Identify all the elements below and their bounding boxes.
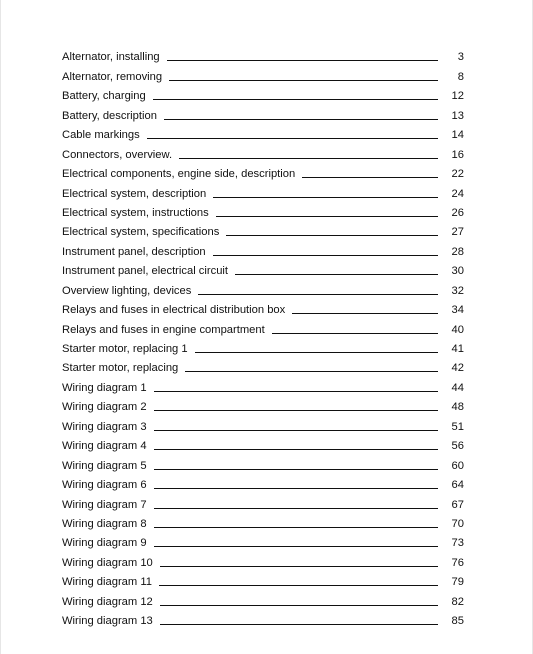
toc-entry[interactable] — [62, 609, 464, 628]
toc-leader-line — [154, 488, 438, 489]
toc-entry-title: Wiring diagram 7 — [62, 498, 147, 511]
toc-entry-page: 22 — [451, 168, 464, 181]
toc-entry-page: 34 — [451, 304, 464, 317]
toc-entry-page: 3 — [457, 51, 464, 64]
toc-entry[interactable] — [62, 142, 464, 161]
toc-leader-line — [272, 333, 438, 334]
toc-leader-line — [154, 546, 438, 547]
toc-leader-line — [213, 197, 438, 198]
toc-entry-page: 73 — [451, 537, 464, 550]
toc-entry[interactable] — [62, 375, 464, 394]
toc-entry-title: Wiring diagram 10 — [62, 556, 153, 569]
toc-entry[interactable] — [62, 492, 464, 511]
toc-entry-title: Battery, charging — [62, 90, 146, 103]
toc-entry[interactable] — [62, 84, 464, 103]
toc-entry-page: 56 — [451, 440, 464, 453]
toc-entry-title: Wiring diagram 13 — [62, 615, 153, 628]
toc-entry[interactable] — [62, 162, 464, 181]
toc-leader-line — [302, 177, 438, 178]
toc-entry-page: 32 — [451, 284, 464, 297]
toc-leader-line — [167, 60, 438, 61]
toc-entry-title: Overview lighting, devices — [62, 284, 192, 297]
toc-entry-title: Relays and fuses in engine compartment — [62, 323, 265, 336]
toc-entry[interactable] — [62, 512, 464, 531]
toc-entry-page: 82 — [451, 595, 464, 608]
toc-leader-line — [213, 255, 438, 256]
toc-entry-title: Wiring diagram 5 — [62, 459, 147, 472]
toc-leader-line — [169, 80, 438, 81]
toc-entry[interactable] — [62, 473, 464, 492]
toc-leader-line — [164, 119, 438, 120]
toc-entry-page: 48 — [451, 401, 464, 414]
toc-entry[interactable] — [62, 64, 464, 83]
toc-leader-line — [292, 313, 438, 314]
toc-leader-line — [226, 235, 438, 236]
toc-entry-page: 24 — [451, 187, 464, 200]
toc-entry[interactable] — [62, 531, 464, 550]
toc-entry-page: 41 — [451, 343, 464, 355]
toc-entry-page: 67 — [451, 498, 464, 511]
toc-leader-line — [160, 566, 438, 567]
toc-entry-page: 16 — [451, 148, 464, 161]
toc-entry[interactable] — [62, 337, 464, 356]
toc-entry[interactable] — [62, 434, 464, 453]
toc-entry-title: Relays and fuses in electrical distribution box — [62, 304, 286, 317]
toc-entry-page: 60 — [451, 459, 464, 472]
toc-leader-line — [185, 371, 438, 372]
toc-leader-line — [154, 410, 438, 411]
toc-entry[interactable] — [62, 298, 464, 317]
toc-entry-title: Cable markings — [62, 129, 140, 142]
toc-entry[interactable] — [62, 239, 464, 258]
toc-entry-page: 26 — [451, 206, 464, 219]
toc-entry-title: Wiring diagram 2 — [62, 401, 147, 414]
toc-entry[interactable] — [62, 220, 464, 239]
toc-entry-page: 12 — [451, 90, 464, 103]
toc-entry-page: 70 — [451, 517, 464, 530]
toc-leader-line — [195, 352, 438, 353]
toc-entry-page: 64 — [451, 479, 464, 492]
toc-entry[interactable] — [62, 103, 464, 122]
toc-entry[interactable] — [62, 123, 464, 142]
toc-entry-title: Wiring diagram 1 — [62, 381, 147, 394]
toc-leader-line — [153, 99, 438, 100]
toc-entry[interactable] — [62, 395, 464, 414]
toc-entry-title: Instrument panel, description — [62, 245, 206, 258]
toc-entry-page: 42 — [451, 362, 464, 375]
toc-leader-line — [159, 585, 438, 586]
toc-entry-title: Wiring diagram 9 — [62, 537, 147, 550]
toc-entry[interactable] — [62, 570, 464, 589]
toc-entry-title: Alternator, removing — [62, 70, 163, 83]
toc-entry[interactable] — [62, 278, 464, 297]
toc-entry-title: Electrical system, specifications — [62, 226, 220, 239]
toc-entry-page: 14 — [451, 129, 464, 142]
toc-leader-line — [216, 216, 438, 217]
toc-entry-page: 76 — [451, 556, 464, 569]
toc-leader-line — [154, 469, 438, 470]
toc-entry-title: Wiring diagram 6 — [62, 479, 147, 492]
toc-entry-title: Starter motor, replacing 1 — [62, 343, 188, 355]
toc-entry-title: Starter motor, replacing — [62, 362, 179, 375]
toc-leader-line — [154, 391, 438, 392]
toc-leader-line — [235, 274, 438, 275]
toc-entry-page: 30 — [451, 265, 464, 278]
toc-entry[interactable] — [62, 181, 464, 200]
toc-entry-page: 40 — [451, 323, 464, 336]
toc-entry-page: 8 — [457, 70, 464, 83]
toc-entry-page: 51 — [451, 420, 464, 433]
toc-entry-title: Connectors, overview. — [62, 148, 173, 161]
toc-entry-title: Wiring diagram 4 — [62, 440, 147, 453]
toc-entry-title: Instrument panel, electrical circuit — [62, 265, 229, 278]
toc-entry-title: Wiring diagram 3 — [62, 420, 147, 433]
toc-entry[interactable] — [62, 259, 464, 278]
toc-leader-line — [160, 605, 438, 606]
toc-entry-page: 85 — [451, 615, 464, 628]
toc-entry-page: 28 — [451, 245, 464, 258]
toc-entry[interactable] — [62, 589, 464, 608]
toc-entry-title: Electrical system, instructions — [62, 206, 209, 219]
toc-entry[interactable] — [62, 317, 464, 336]
toc-entry[interactable] — [62, 453, 464, 472]
toc-entry-title: Alternator, installing — [62, 51, 160, 64]
toc-entry-page: 79 — [451, 576, 464, 589]
toc-leader-line — [154, 508, 438, 509]
toc-entry[interactable] — [62, 356, 464, 375]
toc-entry[interactable] — [62, 550, 464, 569]
toc-entry-page: 44 — [451, 381, 464, 394]
toc-entry-title: Wiring diagram 12 — [62, 595, 153, 608]
toc-leader-line — [160, 624, 438, 625]
toc-entry-title: Electrical system, description — [62, 187, 207, 200]
toc-entry[interactable] — [62, 414, 464, 433]
toc-entry-page: 13 — [451, 109, 464, 122]
toc-entry-title: Electrical components, engine side, description — [62, 168, 296, 181]
toc-entry[interactable] — [62, 45, 464, 64]
toc-leader-line — [198, 294, 438, 295]
toc-entry[interactable] — [62, 201, 464, 220]
toc-leader-line — [154, 449, 438, 450]
toc-entry-page: 27 — [451, 226, 464, 239]
table-of-contents — [62, 45, 464, 628]
toc-entry-title: Wiring diagram 8 — [62, 517, 147, 530]
toc-entry-title: Wiring diagram 11 — [62, 576, 152, 589]
toc-leader-line — [154, 527, 438, 528]
toc-leader-line — [147, 138, 438, 139]
toc-leader-line — [154, 430, 438, 431]
toc-entry-title: Battery, description — [62, 109, 157, 122]
toc-leader-line — [179, 158, 438, 159]
